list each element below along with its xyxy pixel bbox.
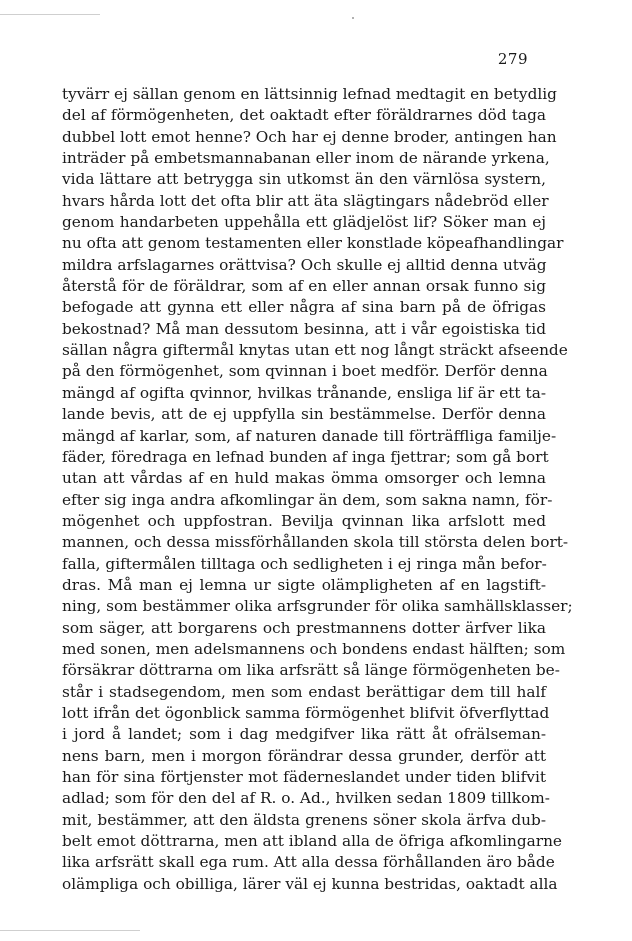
text-line: inträder på embetsmannabanan eller inom de närande yrkena, bbox=[62, 149, 550, 168]
text-line: lott ifrån det ögonblick samma förmögenhet blifvit öfverflyttad bbox=[62, 703, 550, 722]
text-line: mit, bestämmer, att den äldsta grenens söner skola ärfva dub- bbox=[62, 810, 546, 829]
page-number: 279 bbox=[497, 50, 528, 68]
body-text bbox=[62, 84, 573, 895]
text-line: står i stadsegendom, men som endast berättigar dem till half bbox=[62, 682, 546, 701]
text-line: försäkrar döttrarna om lika arfsrätt så länge förmögenheten be- bbox=[62, 661, 560, 680]
text-line: mängd af karlar, som, af naturen danade till förträffliga familje- bbox=[62, 426, 557, 445]
text-line: han för sina förtjenster mot fäderneslandet under tiden blifvit bbox=[62, 768, 546, 786]
text-line: lika arfsrätt skall ega rum. Att alla dessa förhållanden äro både bbox=[62, 853, 555, 872]
text-line: efter sig inga andra afkomlingar än dem, som sakna namn, för- bbox=[62, 490, 553, 509]
scan-edge-bottom bbox=[0, 930, 140, 931]
text-line: olämpliga och obilliga, lärer väl ej kunna bestridas, oaktadt alla bbox=[62, 874, 558, 893]
text-line: belt emot döttrarna, men att ibland alla de öfriga afkomlingarne bbox=[62, 832, 562, 851]
text-line: vida lättare att betrygga sin utkomst än den värnlösa systern, bbox=[62, 170, 546, 189]
text-line: fäder, föredraga en lefnad bunden af inga fjettrar; som gå bort bbox=[62, 447, 549, 466]
text-line: mannen, och dessa missförhållanden skola till största delen bort- bbox=[62, 533, 569, 552]
text-line: falla, giftermålen tilltaga och sedligheten i ej ringa mån befor- bbox=[62, 554, 547, 573]
text-line: nens barn, men i morgon förändrar dessa grunder, derför att bbox=[62, 746, 546, 765]
text-line: utan att vårdas af en huld makas ömma omsorger och lemna bbox=[62, 469, 546, 488]
text-line: genom handarbeten uppehålla ett glädjelöst lif? Söker man ej bbox=[62, 213, 546, 232]
text-line: befogade att gynna ett eller några af sina barn på de öfrigas bbox=[62, 298, 546, 317]
text-line: bekostnad? Må man dessutom besinna, att i vår egoistiska tid bbox=[62, 319, 546, 338]
text-line: mildra arfslagarnes orättvisa? Och skulle ej alltid denna utväg bbox=[62, 255, 547, 274]
text-line: tyvärr ej sällan genom en lättsinnig lefnad medtagit en betydlig bbox=[62, 85, 557, 103]
text-line: ning, som bestämmer olika arfsgrunder för olika samhällsklasser; bbox=[62, 597, 573, 616]
scan-speck bbox=[352, 17, 354, 19]
text-line: nu ofta att genom testamenten eller konstlade köpeafhandlingar bbox=[62, 234, 564, 253]
text-line: dubbel lott emot henne? Och har ej denne broder, antingen han bbox=[62, 127, 557, 146]
text-line: återstå för de föräldrar, som af en eller annan orsak funno sig bbox=[62, 277, 546, 296]
text-line: mögenhet och uppfostran. Bevilja qvinnan lika arfslott med bbox=[62, 511, 546, 530]
text-line: i jord å landet; som i dag medgifver lika rätt åt ofrälseman- bbox=[62, 725, 546, 744]
text-line: hvars hårda lott det ofta blir att äta slägtingars nådebröd eller bbox=[62, 191, 549, 210]
text-line: sällan några giftermål knytas utan ett nog långt sträckt afseende bbox=[62, 341, 568, 360]
text-line: del af förmögenheten, det oaktadt efter föräldrarnes död taga bbox=[62, 106, 546, 125]
text-line: som säger, att borgarens och prestmannens dotter ärfver lika bbox=[62, 618, 546, 637]
scan-edge-top bbox=[0, 14, 100, 15]
text-line: lande bevis, att de ej uppfylla sin bestämmelse. Derför denna bbox=[62, 405, 546, 424]
text-line: adlad; som för den del af R. o. Ad., hvilken sedan 1809 tillkom- bbox=[62, 789, 550, 808]
text-line: på den förmögenhet, som qvinnan i boet medför. Derför denna bbox=[62, 362, 548, 381]
text-line: mängd af ogifta qvinnor, hvilkas trånande, ensliga lif är ett ta- bbox=[62, 383, 546, 402]
text-line: med sonen, men adelsmannens och bondens endast hälften; som bbox=[62, 639, 566, 658]
text-line: dras. Må man ej lemna ur sigte olämpligheten af en lagstift- bbox=[62, 575, 546, 594]
